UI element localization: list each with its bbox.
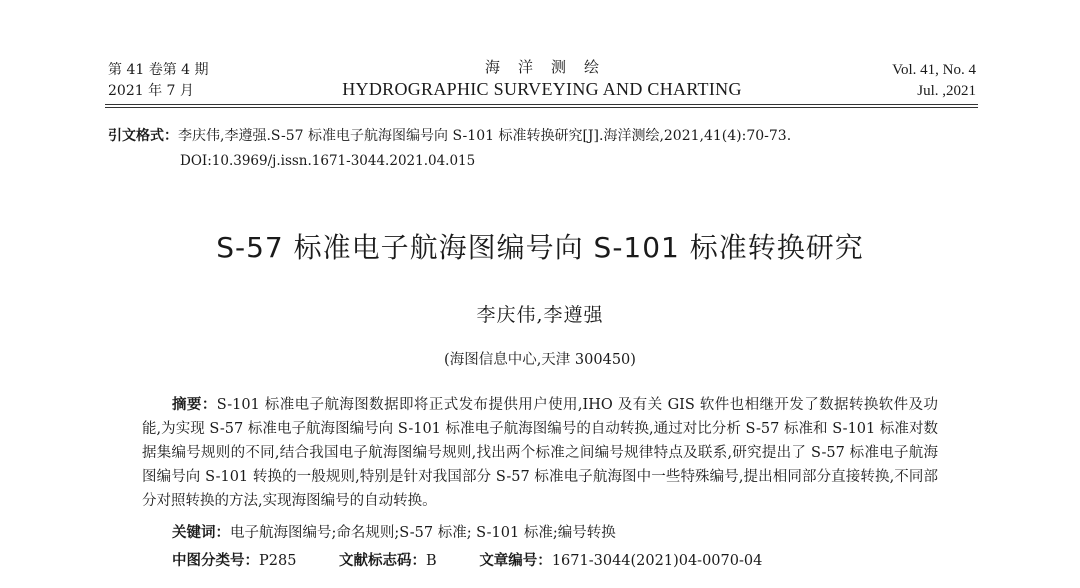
header-rule-top: [105, 104, 978, 105]
header-rule-bottom: [105, 107, 978, 108]
journal-name-en: HYDROGRAPHIC SURVEYING AND CHARTING: [342, 79, 742, 99]
volume-en: Vol. 41, No. 4: [892, 62, 976, 78]
abstract: [142, 393, 938, 513]
article-number-item: [479, 553, 762, 569]
affiliation: (海图信息中心,天津 300450): [444, 352, 636, 368]
classification-meta: [172, 549, 800, 573]
abstract-label: 摘要：: [172, 397, 217, 413]
clc-label: 中图分类号：: [172, 553, 259, 569]
keywords-text: 电子航海图编号;命名规则;S-57 标准; S-101 标准;编号转换: [230, 525, 616, 541]
clc-item: [172, 553, 296, 569]
authors: 李庆伟,李遵强: [476, 304, 604, 326]
doc-code-label: 文献标志码：: [339, 553, 427, 569]
citation-label: 引文格式：: [108, 128, 178, 144]
citation-format: [108, 124, 791, 148]
date-en: Jul. ,2021: [917, 83, 976, 99]
doi: DOI:10.3969/j.issn.1671-3044.2021.04.015: [180, 153, 476, 169]
date-cn: 2021 年 7 月: [108, 83, 194, 99]
clc-value: P285: [259, 553, 297, 569]
header-right: [892, 60, 976, 102]
volume-cn: 第 41 卷第 4 期: [108, 62, 209, 78]
header-center: [108, 56, 976, 100]
abstract-text: S-101 标准电子航海图数据即将正式发布提供用户使用,IHO 及有关 GIS 软件也相继开发了数据转换软件及功能,为实现 S-57 标准电子航海图编号向 S-101 标准电子航海图编号的自动转换,通过对比分析 S-57 标准和 S-101 标准对数据集编号规则的不同,结合我国电子航海图编号规则,找出两个标准之间编号规律特点及联系,研究提出了 S-57 标准电子航海图编号向 S-101 转换的一般规则,特别是针对我国部分 S-57 标准电子航海图中一些特殊编号,提出相同部分直接转换,不同部分对照转换的方法,实现海图编号的自动转换。: [142, 397, 938, 509]
article-number-value: 1671-3044(2021)04-0070-04: [551, 553, 763, 569]
article-number-label: 文章编号：: [479, 553, 552, 569]
citation-text: 李庆伟,李遵强.S-57 标准电子航海图编号向 S-101 标准转换研究[J].海洋测绘,2021,41(4):70-73.: [178, 128, 792, 144]
paper-title: S-57 标准电子航海图编号向 S-101 标准转换研究: [216, 231, 864, 264]
doc-code-item: [339, 553, 437, 569]
doc-code-value: B: [426, 553, 437, 569]
keywords: [172, 521, 616, 545]
keywords-label: 关键词：: [172, 525, 230, 541]
journal-name-cn: 海洋测绘: [484, 58, 617, 76]
journal-header: [108, 56, 976, 102]
